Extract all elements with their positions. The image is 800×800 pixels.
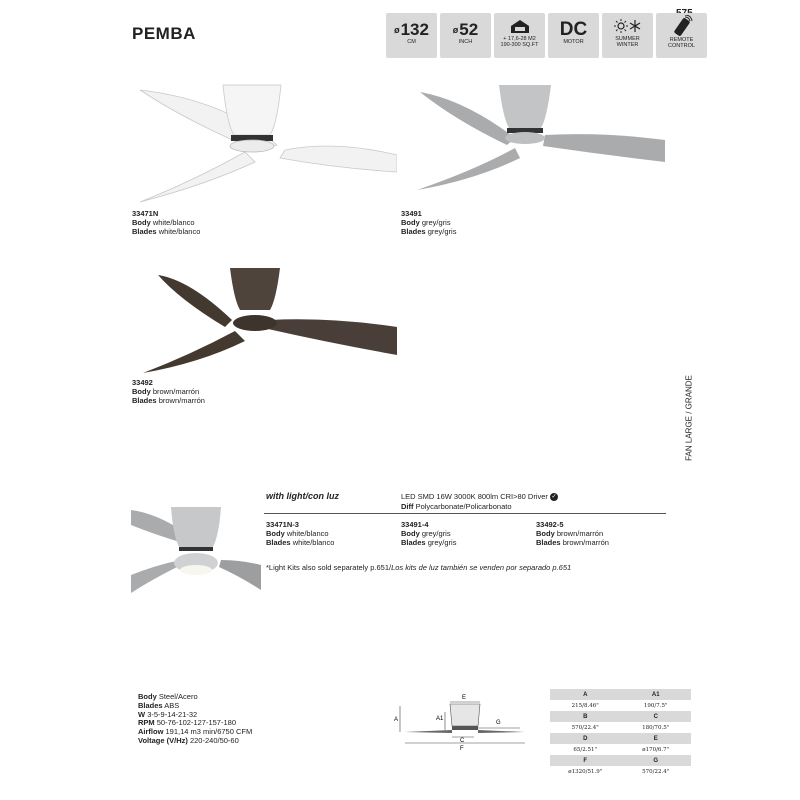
blades-value: white/blanco [292, 538, 335, 547]
product-caption-33492 [132, 378, 205, 405]
badge-line: REMOTE [669, 37, 694, 43]
body-value: brown/marrón [556, 529, 604, 538]
diff-label: Diff [401, 502, 414, 511]
diameter-symbol-icon: ø [452, 25, 459, 35]
product-caption-33471N [132, 209, 200, 236]
dim-value: 190/7.5" [621, 700, 692, 711]
blades-label: Blades [536, 538, 561, 547]
badge-unit: MOTOR [563, 39, 584, 45]
spec-row: Blades ABS [138, 700, 180, 710]
dim-label-a: A [394, 717, 399, 723]
remote-control-badge [656, 13, 707, 58]
badge-value: 52 [459, 20, 479, 39]
diameter-inch-badge [440, 13, 491, 58]
body-value: white/blanco [286, 529, 329, 538]
product-code: 33492 [132, 378, 153, 387]
technical-specs [138, 693, 252, 746]
dim-label-a1: A1 [436, 716, 444, 722]
body-value: brown/marrón [152, 387, 200, 396]
dimensions-table [550, 689, 691, 777]
badge-line: + 17,6-28 M2 [503, 36, 536, 42]
diameter-symbol-icon: ø [394, 25, 400, 35]
check-icon: ✓ [551, 494, 557, 501]
blades-label: Blades [401, 227, 426, 236]
spec-row: Airflow 191,14 m3 min/6750 CFM [138, 727, 253, 737]
sun-snowflake-icon [602, 18, 653, 36]
dim-value: 570/22.4" [621, 766, 692, 777]
dimension-diagram [390, 690, 530, 752]
light-kit-specs [401, 492, 558, 512]
dim-label-f: F [460, 746, 464, 752]
fan-image-brown [140, 265, 398, 375]
diameter-cm-badge [386, 13, 437, 58]
dim-value: 570/22.4" [550, 722, 621, 733]
dim-header: A [550, 689, 621, 700]
dim-value: 215/8.46" [550, 700, 621, 711]
spec-row: Body Steel/Acero [138, 692, 198, 701]
dim-label-g: G [496, 720, 501, 726]
dim-label-c: C [460, 738, 465, 744]
dim-label-e: E [462, 695, 467, 701]
spec-row: Voltage (V/Hz) 220-240/50-60 [138, 735, 239, 745]
summer-winter-badge [602, 13, 653, 58]
led-spec: LED SMD 16W 3000K 800lm CRI>80 Driver [401, 492, 548, 501]
body-label: Body [132, 218, 151, 227]
dc-motor-badge [548, 13, 599, 58]
blades-label: Blades [132, 227, 157, 236]
blades-value: brown/marrón [562, 538, 609, 547]
room-area-badge [494, 13, 545, 58]
dim-header: E [621, 733, 692, 744]
light-variant-33492-5 [536, 520, 609, 547]
page-title: PEMBA [132, 24, 196, 43]
badge-line: WINTER [616, 42, 639, 48]
product-code: 33491 [401, 209, 422, 218]
dim-header: F [550, 755, 621, 766]
product-caption-33491 [401, 209, 456, 236]
dim-value: ø170/6.7" [621, 744, 692, 755]
fan-image-light-kit [131, 505, 261, 595]
dim-header: B [550, 711, 621, 722]
diff-value: Polycarbonate/Policarbonato [415, 502, 512, 511]
variant-code: 33491-4 [401, 520, 429, 529]
blades-value: grey/gris [427, 538, 457, 547]
divider-line [264, 513, 666, 514]
badge-line: 190-300 SQ.FT [500, 42, 539, 48]
variant-code: 33471N-3 [266, 520, 299, 529]
dim-value: ø1320/51.9" [550, 766, 621, 777]
dim-value: 65/2.51" [550, 744, 621, 755]
light-variant-33491-4 [401, 520, 456, 547]
blades-value: white/blanco [158, 227, 201, 236]
badge-line: CONTROL [668, 43, 695, 49]
variant-code: 33492-5 [536, 520, 564, 529]
body-value: grey/gris [421, 218, 451, 227]
light-variant-33471N-3 [266, 520, 334, 547]
body-label: Body [132, 387, 151, 396]
blades-value: grey/gris [427, 227, 457, 236]
side-category-label: FAN LARGE / GRANDE [684, 375, 694, 461]
blades-label: Blades [401, 538, 426, 547]
product-code: 33471N [132, 209, 159, 218]
spec-row: RPM 50-76-102-127-157-180 [138, 718, 236, 728]
blades-label: Blades [132, 396, 157, 405]
badge-unit: CM [407, 39, 416, 45]
body-value: white/blanco [152, 218, 195, 227]
badge-value: 132 [400, 20, 429, 39]
dim-header: D [550, 733, 621, 744]
dim-header: A1 [621, 689, 692, 700]
blades-value: brown/marrón [158, 396, 205, 405]
dim-header: C [621, 711, 692, 722]
badge-unit: INCH [458, 39, 473, 45]
remote-control-icon [656, 15, 707, 37]
spec-row: W 3-5-9-14-21-32 [138, 709, 198, 719]
fan-image-white [135, 80, 397, 205]
room-area-icon [494, 18, 545, 36]
light-kit-title: with light/con luz [266, 491, 339, 501]
badge-value: DC [559, 19, 588, 40]
dim-header: G [621, 755, 692, 766]
body-label: Body [266, 529, 285, 538]
body-label: Body [401, 529, 420, 538]
body-value: grey/gris [421, 529, 451, 538]
feature-badges [386, 13, 707, 58]
dim-value: 180/70.5" [621, 722, 692, 733]
body-label: Body [401, 218, 420, 227]
badge-line: SUMMER [615, 36, 640, 42]
body-label: Body [536, 529, 555, 538]
fan-image-grey [415, 80, 667, 195]
blades-label: Blades [266, 538, 291, 547]
light-kit-note: *Light Kits also sold separately p.651/Los kits de luz también se venden por separado p.651 [266, 563, 572, 572]
